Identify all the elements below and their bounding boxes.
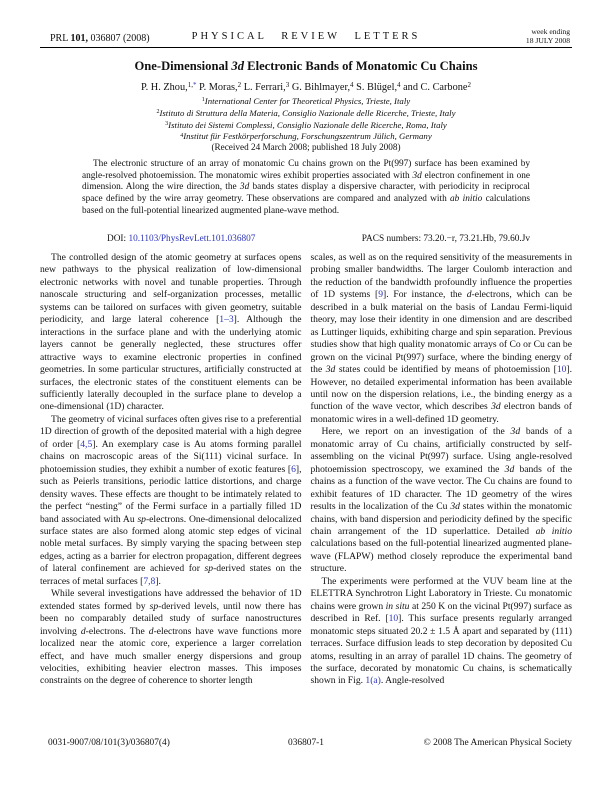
doi-label: DOI: bbox=[107, 234, 129, 244]
author-list: P. H. Zhou,$^{1,*}$ P. Moras,$^2$ L. Ferrari,$^3$ G. Bihlmayer,$^4$ S. Blügel,$^4$ and C. Carbone$^2$ bbox=[141, 80, 471, 93]
issue-date bbox=[526, 27, 570, 45]
paper-title: One-Dimensional 3d Electronic Bands of Monatomic Cu Chains bbox=[134, 59, 478, 73]
copyright-notice: © 2008 The American Physical Society bbox=[423, 738, 572, 748]
affiliation-list bbox=[40, 97, 572, 144]
paragraph: The experiments were performed at the VUV beam line at the ELETTRA Synchrotron Light Laboratory in Trieste. Cu monatomic chains were grown in situ at 250 K on the vicinal Pt(997) surface as described in Ref. [10]. This surface presents regularly arranged monatomic steps situated 20.2 ± 1.5 Å apart and separated by (111) terraces. Surface diffusion leads to step decoration by deposited Cu atoms, resulting in an array of parallel 1D chains. The geometry of the surface, decorated by monatomic Cu chains, is schematically shown in Fig. 1(a). Angle-resolved bbox=[310, 575, 572, 687]
citation-link[interactable]: 1–3 bbox=[219, 314, 234, 326]
journal-reference: PRL 101, 036807 (2008) bbox=[50, 33, 150, 44]
paragraph: While several investigations have addressed the behavior of 1D extended states formed by sp-derived levels, until now there has been no comparably detailed study of surface nanostructures involving d-electrons. The d-electrons have wave functions more localized near the atomic core, experience a larger correlation effect, and have much smaller energy dispersions and group velocities, exhibiting heavier electron masses. This imposes constraints on the degree of coherence to shorter length bbox=[40, 588, 302, 687]
pacs-numbers: PACS numbers: 73.20.−r, 73.21.Hb, 79.60.Jv bbox=[361, 234, 530, 244]
citation-link[interactable]: 6 bbox=[291, 463, 296, 475]
doi-container bbox=[82, 234, 255, 244]
citation-link[interactable]: 10 bbox=[556, 364, 567, 376]
paragraph: Here, we report on an investigation of the 3d bands of a monatomic array of Cu chains, artificially constructed by self-assembling on the vicinal Pt(997) surface. Using angle-resolved photoemission spectroscopy, we examined the 3d bands of the chains as a function of the wave vector. The Cu chains are found to exhibit features of 1D character. The 1D geometry of the wires results in the localization of the Cu 3d states within the monatomic chains, with band dispersion and periodicity defined by the specific chain arrangement of the 1D superlattice. Detailed ab initio calculations based on the full-potential linearized augmented plane-wave (FLAPW) method closely reproduce the experimental band structure. bbox=[310, 426, 572, 575]
citation-link[interactable]: 4,5 bbox=[80, 438, 93, 450]
journal-header bbox=[40, 22, 572, 47]
paragraph: The geometry of vicinal surfaces often gives rise to a preferential 1D direction of growth of the deposited material with a high degree of order [4,5]. An exemplary case is Au atoms forming parallel chains on macroscopic areas of the Si(111) vicinal surface. In photoemission studies, they exhibit a number of exotic features [6], such as Peierls transitions, periodic lattice distortions, and charge density waves. These effects are thought to be intimately related to the perfect “nesting” of the Fermi surface in a partially filled 1D band associated with Au sp-electrons. One-dimensional delocalized surface states are also formed along atomic step edges of vicinal noble metal surfaces. By simply varying the spacing between step edges, acting as a barrier for electron propagation, different degrees of lateral confinement are achieved for sp-derived states on the terraces of metal surfaces [7,8]. bbox=[40, 413, 302, 587]
issue-date-value: 18 JULY 2008 bbox=[525, 36, 570, 45]
citation-link[interactable]: 7,8 bbox=[143, 575, 156, 587]
affiliation-3: $^3$Istituto dei Sistemi Complessi, Consiglio Nazionale delle Ricerche, Roma, Italy bbox=[165, 119, 447, 130]
abstract-text: The electronic structure of an array of monatomic Cu chains grown on the Pt(997) surface has been examined by angle-resolved photoemission. The monatomic wires exhibit properties associated with 3d electron confinement in one dimension. Along the wire direction, the 3d bands states display a dispersive character, with periodicity in reciprocal space defined by the wire array geometry. These observations are compared and analyzed with ab initio calculations based on the full-potential linearized augmented plane-wave method. bbox=[82, 159, 531, 216]
affiliation-1: $^1$International Center for Theoretical Physics, Trieste, Italy bbox=[201, 96, 411, 106]
page-number: 036807-1 bbox=[288, 738, 324, 748]
received-dates: (Received 24 March 2008; published 18 July 2008) bbox=[211, 142, 401, 152]
right-column bbox=[311, 252, 573, 738]
paragraph: The controlled design of the atomic geometry at surfaces opens new pathways to the physical realization of low-dimensional electronic networks with novel and tunable properties. Through nanoscale structuring and self-organization processes, metallic systems can be tailored on surfaces with given geometry, suitable periodicity, and large lateral coherence [1–3]. Although the interactions in the surface plane and with the underlying atomic layers cannot be generally neglected, these structures offer attractive ways to examine electronic properties in confined geometries. In some particular structures, artificially constructed at surfaces, the electronic states of the constituent elements can be sufficiently laterally decoupled in the surface plane to develop a one-dimensional (1D) character. bbox=[40, 252, 302, 413]
header-rule bbox=[40, 47, 572, 48]
citation-link[interactable]: 10 bbox=[388, 613, 399, 625]
left-column bbox=[40, 252, 302, 738]
journal-name: PHYSICAL REVIEW LETTERS bbox=[191, 31, 421, 42]
citation-link[interactable]: * bbox=[192, 80, 197, 89]
week-ending-label: week ending bbox=[531, 27, 570, 36]
paragraph: scales, as well as on the required sensitivity of the measurements in probing smaller bandwidths. The larger Coulomb interaction and the reduction of the bandwidth profoundly influence the properties of 1D systems [9]. For instance, the d-electrons, which can be described in a bulk material on the basis of Landau Fermi-liquid theory, may lose their identity in one dimension and are described as Luttinger liquids, exhibiting charge and spin separation. Previous studies show that high quality monatomic arrays of Co or Cu can be grown on the vicinal Pt(997) surface, where the binding energy of the 3d states could be identified by means of photoemission [10]. However, no detailed experimental information has been available until now on the dispersion relations, i.e., the binding energy as a function of the wave vector, which describes 3d electron bands of monatomic wires in a well-defined 1D geometry. bbox=[310, 252, 572, 425]
body-text bbox=[40, 252, 572, 738]
affiliation-2: $^2$Istituto di Struttura della Materia, Consiglio Nazionale delle Ricerche, Trieste, Italy bbox=[156, 107, 456, 118]
doi-link[interactable]: 10.1103/PhysRevLett.101.036807 bbox=[128, 234, 256, 244]
citation-link[interactable]: 9 bbox=[378, 289, 384, 301]
citation-link[interactable]: 1(a) bbox=[365, 675, 381, 687]
issn-identifier: 0031-9007/08/101(3)/036807(4) bbox=[48, 738, 170, 748]
doi-pacs-line bbox=[82, 234, 530, 244]
affiliation-4: $^4$Institut für Festkörperforschung, Forschungszentrum Jülich, Germany bbox=[180, 131, 432, 142]
